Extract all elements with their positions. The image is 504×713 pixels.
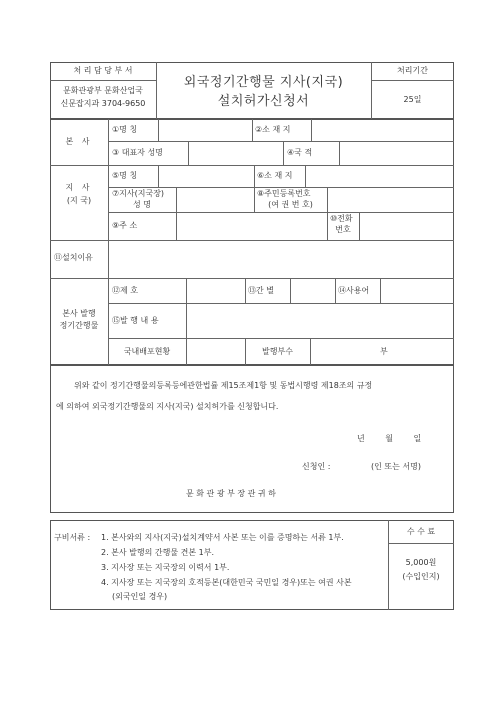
divider (339, 141, 340, 165)
divider (186, 278, 187, 303)
processing-period-value: 25일 (403, 95, 422, 104)
document-item-continuation: (외국인일 경우) (112, 592, 168, 601)
reason-label: ⑪설치이유 (54, 253, 93, 262)
branch-head-label: ⑦지사(지국장) (112, 189, 165, 198)
divider (50, 278, 454, 279)
form-title: 외국정기간행물 지사(지국) (183, 75, 344, 90)
document-item: 1. 본사와의 지사(지국)설치계약서 사본 또는 이를 증명하는 서류 1부. (101, 533, 344, 542)
documents-label: 구비서류 : (54, 533, 91, 542)
hq-representative-label: ③ 대표자 성명 (112, 148, 163, 157)
form-subtitle: 설치허가신청서 (217, 94, 310, 109)
divider (335, 278, 336, 303)
divider (108, 187, 454, 188)
divider (176, 187, 177, 212)
statement-line-2: 에 의하여 외국정기간행물의 지사(지국) 설치허가를 신청합니다. (56, 402, 279, 411)
copies-label: 발행부수 (262, 347, 293, 356)
office-label: 처 리 담 당 부 서 (73, 66, 133, 75)
divider (50, 165, 454, 166)
document-item: 4. 지사장 또는 지국장의 호적등본(대한민국 국민일 경우)또는 여권 사본 (101, 578, 352, 587)
divider (283, 141, 284, 165)
phone-sublabel: 번호 (335, 225, 351, 234)
divider (388, 543, 454, 544)
divider (186, 338, 187, 365)
hq-address-label: ②소 재 지 (255, 125, 291, 134)
branch-home-address-label: ⑨주 소 (112, 221, 138, 230)
office-department: 문화관광부 문화산업국 (63, 86, 143, 95)
divider (186, 303, 187, 338)
applicant-label: 신청인 : (302, 462, 331, 471)
branch-section-label: 지 사 (65, 183, 93, 192)
divider (188, 141, 189, 165)
divider (380, 278, 381, 303)
statement-line-1: 위와 같이 정기간행물의등록등에관한법률 제15조제1항 및 동법시행령 제18조의 규정 (74, 381, 373, 390)
branch-head-sublabel: 성 명 (133, 200, 151, 209)
divider (310, 338, 311, 365)
periodical-interval-label: ⑬간 별 (248, 286, 274, 295)
divider (359, 212, 360, 240)
resident-number-label: ⑧주민등록번호 (257, 189, 311, 198)
seal-or-signature: (인 또는 서명) (371, 462, 421, 471)
document-item: 2. 본사 발행의 간행물 견본 1부. (101, 548, 214, 557)
divider (371, 80, 454, 81)
hq-name-label: ①명 칭 (112, 125, 138, 134)
periodical-language-label: ⑭사용어 (338, 286, 370, 295)
branch-section-sublabel: (지 국) (66, 196, 92, 205)
divider (176, 212, 177, 240)
fee-amount: 5,000원 (405, 558, 437, 567)
hq-section-label: 본 사 (65, 137, 93, 146)
divider (311, 119, 312, 141)
divider (327, 187, 328, 212)
date-line: 년 월 일 (357, 434, 422, 443)
branch-name-label: ⑤명 칭 (112, 171, 138, 180)
divider (50, 80, 156, 81)
phone-label: ⑩전화 (330, 214, 353, 223)
processing-period-label: 처리기간 (397, 66, 428, 75)
divider (254, 165, 255, 187)
divider (108, 141, 454, 142)
fee-note: (수입인지) (402, 572, 440, 581)
divider (108, 303, 454, 304)
office-contact: 신문잡지과 3704-9650 (60, 99, 146, 108)
divider (305, 165, 306, 187)
divider (252, 119, 253, 141)
divider (108, 119, 109, 365)
publication-content-label: ⑮발 행 내 용 (112, 316, 159, 325)
periodical-section-sublabel: 정기간행물 (59, 321, 99, 330)
divider (108, 338, 454, 339)
periodical-title-label: ⑫제 호 (112, 286, 138, 295)
copies-unit: 부 (380, 347, 388, 356)
divider (245, 278, 246, 303)
domestic-distribution-label: 국내배포현황 (123, 347, 171, 356)
fee-label: 수 수 료 (406, 527, 436, 536)
divider (108, 212, 454, 213)
divider (290, 278, 291, 303)
main-table (50, 119, 454, 365)
divider (50, 240, 454, 241)
hq-nationality-label: ④국 적 (287, 148, 313, 157)
addressee: 문 화 관 광 부 장 관 귀 하 (186, 489, 276, 498)
divider (158, 165, 159, 187)
document-item: 3. 지사장 또는 지국장의 이력서 1부. (101, 563, 230, 572)
divider (158, 119, 159, 141)
branch-address-label: ⑥소 재 지 (257, 171, 293, 180)
periodical-section-label: 본사 발행 (62, 309, 96, 318)
passport-number-label: (여 권 번 호) (268, 200, 313, 209)
